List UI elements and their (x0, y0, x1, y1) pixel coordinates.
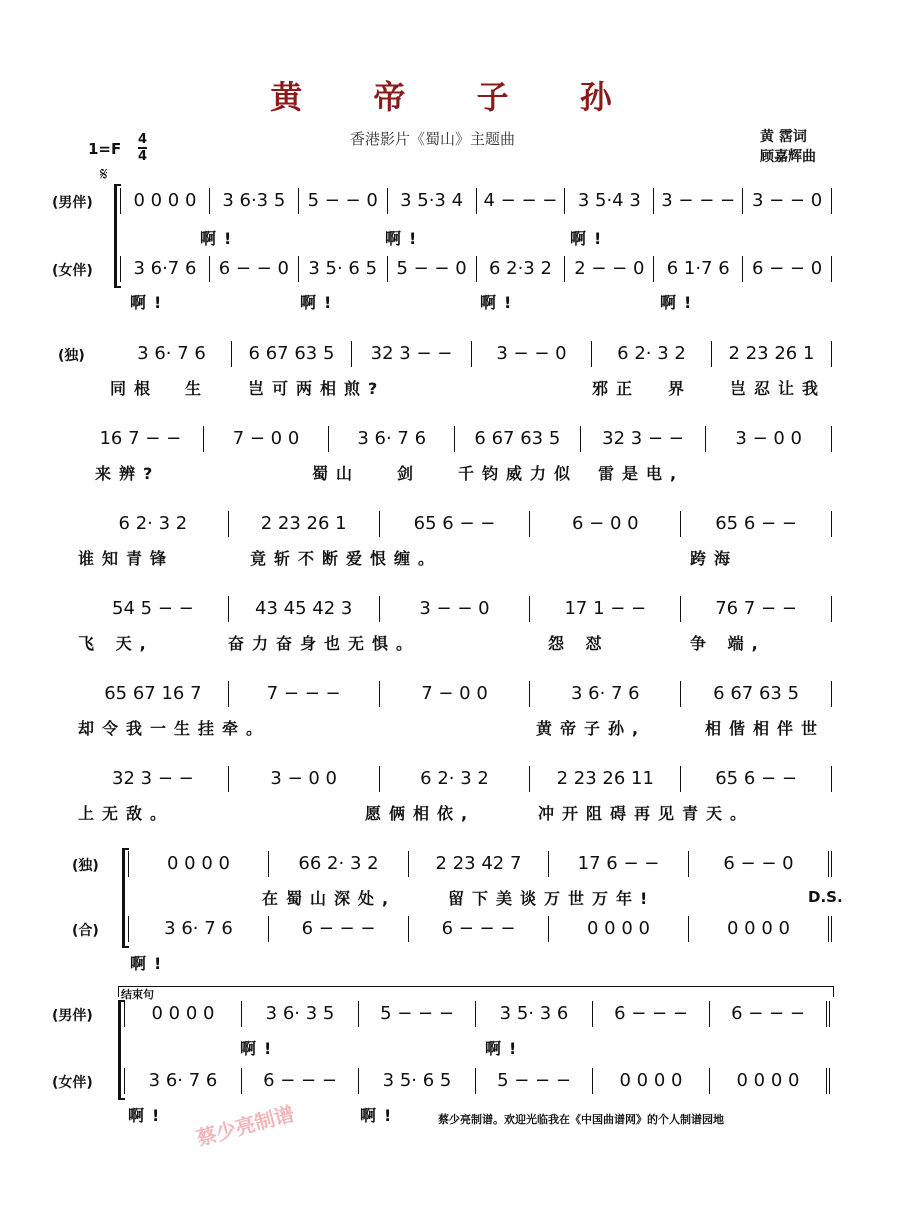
lyric: 跨海 (690, 549, 739, 568)
lyric: 啊! (200, 229, 240, 248)
measure: 3 6· 3 5 (242, 1001, 359, 1027)
staff-line (124, 1068, 830, 1094)
measure: 5 − − 0 (299, 188, 388, 214)
segno-icon: 𝄋 (100, 164, 108, 185)
measure: 3 − 0 0 (229, 766, 380, 792)
measure: 3 6· 7 6 (112, 341, 232, 367)
lyric: 界 (668, 379, 693, 398)
lyric: 啊! (480, 293, 520, 312)
measure: 7 − 0 0 (204, 426, 330, 452)
measure: 3 − 0 0 (706, 426, 832, 452)
lyric: 生 (185, 379, 210, 398)
lyric: 黄帝子孙, (536, 719, 647, 738)
measure: 3 5· 6 5 (299, 256, 388, 282)
time-numerator: 4 (138, 132, 148, 147)
measure: 16 7 − − (78, 426, 204, 452)
measure: 65 6 − − (681, 766, 832, 792)
dal-segno-mark: D.S. (808, 888, 843, 906)
key-signature: 1=F (88, 140, 122, 158)
part-label: (女伴) (52, 263, 93, 279)
time-signature (138, 132, 147, 164)
measure: 2 23 26 1 (712, 341, 832, 367)
measure: 66 2· 3 2 (269, 851, 409, 877)
staff-line (120, 256, 832, 282)
composer: 顾嘉辉曲 (760, 149, 816, 165)
measure: 17 1 − − (530, 596, 681, 622)
measure: 3 − − 0 (472, 341, 592, 367)
staff-line (78, 766, 832, 792)
lyricist: 黄 霑词 (760, 129, 807, 145)
staff-line (128, 916, 832, 942)
staff-line (120, 188, 832, 214)
measure: 6 − − − (593, 1001, 710, 1027)
measure: 6 − − − (242, 1068, 359, 1094)
lyric: 却令我一生挂牵。 (78, 719, 271, 738)
staff-line (124, 1001, 830, 1027)
measure: 76 7 − − (681, 596, 832, 622)
measure: 4 − − − (477, 188, 566, 214)
measure: 6 − − − (269, 916, 409, 942)
measure: 6 67 63 5 (681, 681, 832, 707)
lyric: 啊! (570, 229, 610, 248)
lyric: 啊! (130, 293, 170, 312)
measure: 0 0 0 0 (120, 188, 210, 214)
measure: 6 67 63 5 (232, 341, 352, 367)
subtitle: 香港影片《蜀山》主题曲 (350, 130, 516, 148)
ending-bracket (118, 986, 834, 997)
measure: 32 3 − − (78, 766, 229, 792)
measure: 0 0 0 0 (710, 1068, 830, 1094)
measure: 6 − − − (710, 1001, 830, 1027)
measure: 5 − − − (476, 1068, 593, 1094)
part-label: (独) (72, 858, 99, 874)
measure: 3 6· 7 6 (530, 681, 681, 707)
measure: 32 3 − − (581, 426, 707, 452)
measure: 3 6·7 6 (120, 256, 210, 282)
measure: 6 2· 3 2 (78, 511, 229, 537)
lyric: 雷是电, (598, 464, 685, 483)
measure: 3 − − 0 (743, 188, 832, 214)
measure: 3 5·3 4 (388, 188, 477, 214)
measure: 6 − − 0 (689, 851, 832, 877)
song-title: 黄 帝 子 孙 (270, 78, 642, 116)
lyric: 相偕相伴世 (705, 719, 826, 738)
measure: 3 5·4 3 (565, 188, 654, 214)
measure: 6 − − 0 (210, 256, 299, 282)
part-label: (合) (72, 923, 99, 939)
lyric: 啊! (300, 293, 340, 312)
staff-line (78, 511, 832, 537)
measure: 2 − − 0 (565, 256, 654, 282)
lyric: 谁知青锋 (78, 549, 175, 568)
time-denominator: 4 (138, 149, 148, 164)
measure: 3 6· 7 6 (128, 916, 269, 942)
measure: 5 − − 0 (388, 256, 477, 282)
lyric: 啊! (240, 1039, 280, 1058)
measure: 3 5· 6 5 (359, 1068, 476, 1094)
measure: 2 23 42 7 (409, 851, 549, 877)
measure: 17 6 − − (549, 851, 689, 877)
lyric: 蜀山 (312, 464, 361, 483)
staff-line (78, 426, 832, 452)
lyric: 同根 (110, 379, 159, 398)
measure: 3 − − 0 (380, 596, 531, 622)
measure: 0 0 0 0 (124, 1001, 242, 1027)
lyric: 啊! (660, 293, 700, 312)
measure: 0 0 0 0 (128, 851, 269, 877)
part-label: (男伴) (52, 1008, 93, 1024)
lyric: 上无敌。 (78, 804, 175, 823)
lyric: 竟斩不断爱恨缠。 (250, 549, 443, 568)
measure: 6 2· 3 2 (380, 766, 531, 792)
lyric: 啊! (130, 954, 170, 973)
measure: 43 45 42 3 (229, 596, 380, 622)
measure: 6 − − 0 (743, 256, 832, 282)
measure: 0 0 0 0 (689, 916, 832, 942)
staff-line (128, 851, 832, 877)
measure: 6 − − − (409, 916, 549, 942)
measure: 7 − 0 0 (380, 681, 531, 707)
lyric: 剑 (397, 464, 422, 483)
lyric: 奋力奋身也无惧。 (228, 634, 421, 653)
measure: 3 5· 3 6 (476, 1001, 593, 1027)
lyric: 愿俩相依, (365, 804, 476, 823)
staff-line (112, 341, 832, 367)
measure: 6 2·3 2 (477, 256, 566, 282)
measure: 3 − − − (654, 188, 743, 214)
staff-line (78, 681, 832, 707)
lyric: 来辨? (95, 464, 161, 483)
measure: 65 6 − − (380, 511, 531, 537)
part-label: (女伴) (52, 1075, 93, 1091)
measure: 3 6· 7 6 (329, 426, 455, 452)
measure: 6 2· 3 2 (592, 341, 712, 367)
lyric: 千钧威力似 (458, 464, 579, 483)
measure: 0 0 0 0 (549, 916, 689, 942)
lyric: 岂可两相煎? (248, 379, 386, 398)
measure: 6 − 0 0 (530, 511, 681, 537)
lyric: 留下美谈万世万年! (448, 889, 656, 908)
measure: 2 23 26 1 (229, 511, 380, 537)
lyric: 怨 怼 (548, 634, 610, 653)
measure: 6 67 63 5 (455, 426, 581, 452)
part-label: (独) (58, 348, 85, 364)
measure: 0 0 0 0 (593, 1068, 710, 1094)
lyric: 啊! (360, 1106, 400, 1125)
measure: 65 6 − − (681, 511, 832, 537)
lyric: 飞 天, (78, 634, 154, 653)
measure: 54 5 − − (78, 596, 229, 622)
lyric: 岂忍让我 (730, 379, 827, 398)
measure: 32 3 − − (352, 341, 472, 367)
measure: 3 6·3 5 (210, 188, 299, 214)
measure: 3 6· 7 6 (124, 1068, 242, 1094)
ending-label: 结束句 (121, 988, 154, 1001)
measure: 65 67 16 7 (78, 681, 229, 707)
lyric: 邪正 (592, 379, 641, 398)
watermark: 蔡少亮制谱 (193, 1101, 297, 1151)
lyric: 啊! (128, 1106, 168, 1125)
lyric: 在蜀山深处, (262, 889, 397, 908)
measure: 2 23 26 11 (530, 766, 681, 792)
measure: 7 − − − (229, 681, 380, 707)
lyric: 啊! (385, 229, 425, 248)
footer-note: 蔡少亮制谱。欢迎光临我在《中国曲谱网》的个人制谱园地 (438, 1113, 724, 1126)
measure: 6 1·7 6 (654, 256, 743, 282)
staff-line (78, 596, 832, 622)
measure: 5 − − − (359, 1001, 476, 1027)
lyric: 冲开阻碍再见青天。 (538, 804, 755, 823)
lyric: 啊! (485, 1039, 525, 1058)
part-label: (男伴) (52, 195, 93, 211)
lyric: 争 端, (690, 634, 766, 653)
